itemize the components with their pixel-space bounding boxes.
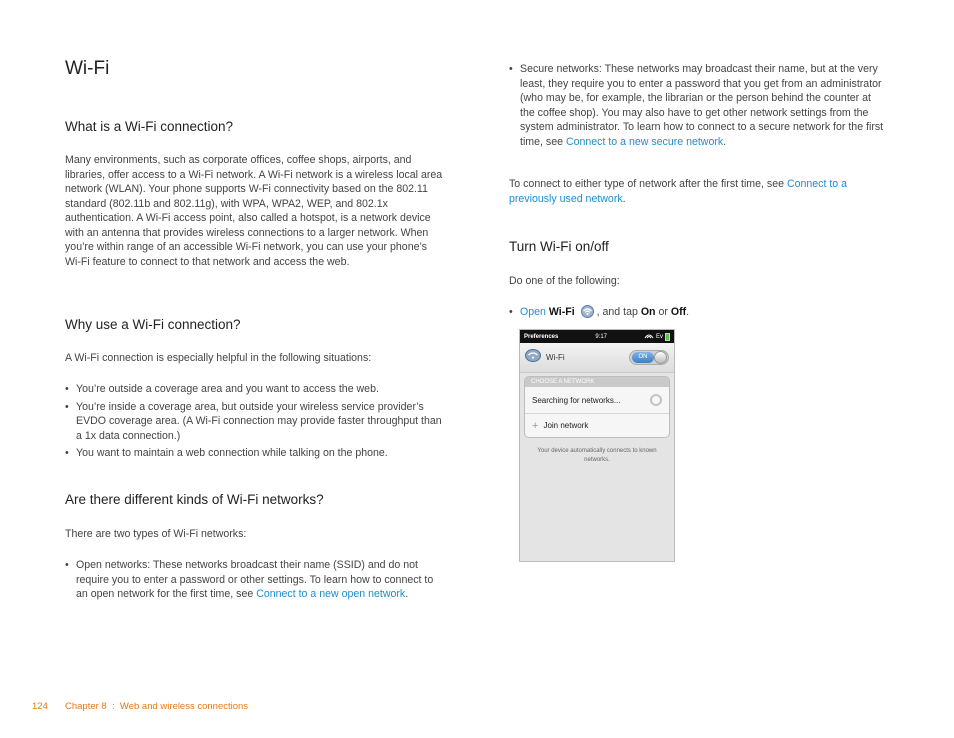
secure-networks-text: Secure networks: These networks may broadcast their name, but at the very least, they require you to enter a password that you get from an administrator (who may be, for example, the librarian or the person behind the counter at the coffee shop). You may also have to get other network settings from the system administrator. To learn how to connect to a secure network for the first time, see bbox=[520, 63, 884, 148]
period: . bbox=[723, 135, 727, 148]
plus-icon: + bbox=[532, 419, 539, 432]
section-heading-why: Why use a Wi-Fi connection? bbox=[65, 317, 241, 332]
link-connect-secure-network[interactable]: Connect to a new secure network bbox=[565, 135, 724, 148]
section-heading-turn: Turn Wi-Fi on/off bbox=[509, 239, 609, 254]
searching-row bbox=[525, 387, 669, 413]
page-title: Wi-Fi bbox=[65, 58, 110, 79]
wifi-toggle[interactable] bbox=[629, 350, 669, 365]
network-group-header: CHOOSE A NETWORK bbox=[525, 377, 669, 387]
on-label: On bbox=[640, 306, 656, 318]
wifi-label: Wi-Fi bbox=[548, 306, 575, 318]
join-network-label: Join network bbox=[543, 421, 589, 430]
wifi-toggle-knob bbox=[654, 351, 667, 364]
period: . bbox=[405, 588, 409, 600]
wifi-icon bbox=[525, 349, 541, 367]
status-app-name: Preferences bbox=[524, 333, 559, 340]
link-open[interactable]: Open bbox=[520, 306, 546, 318]
phone-status-bar bbox=[520, 330, 674, 343]
wifi-toggle-label: ON bbox=[632, 352, 654, 363]
searching-label: Searching for networks... bbox=[532, 395, 621, 405]
period: . bbox=[622, 192, 626, 205]
phone-screenshot bbox=[519, 329, 675, 562]
section-intro-turn: Do one of the following: bbox=[509, 275, 620, 287]
page-number: 124 bbox=[32, 701, 48, 712]
status-network: Ev bbox=[655, 333, 663, 340]
wifi-icon bbox=[580, 305, 595, 323]
section-intro-kinds: There are two types of Wi-Fi networks: bbox=[65, 528, 247, 540]
link-connect-open-network[interactable]: Connect to a new open network bbox=[256, 588, 406, 600]
phone-app-header bbox=[520, 343, 674, 373]
list-item-secure-networks bbox=[509, 62, 887, 149]
status-time: 9:17 bbox=[595, 333, 608, 340]
join-network-row[interactable] bbox=[525, 413, 669, 437]
open-networks-text: Open networks: These networks broadcast their name (SSID) and do not require you to enter a password or other settings. To learn how to connect to an open network for the first time, see bbox=[76, 559, 434, 600]
either-text: To connect to either type of network after the first time, see bbox=[509, 178, 787, 190]
turn-bullet-list bbox=[509, 305, 887, 326]
spinner-icon bbox=[650, 394, 662, 406]
phone-note: Your device automatically connects to known networks. bbox=[537, 448, 657, 463]
status-icons bbox=[644, 332, 670, 341]
section-heading-kinds: Are there different kinds of Wi-Fi networks? bbox=[65, 492, 324, 507]
list-item-turn bbox=[509, 305, 887, 323]
either-network-paragraph bbox=[509, 177, 887, 206]
why-bullet-list bbox=[65, 382, 445, 464]
link-connect-previous-network[interactable]: Connect to a previously used network bbox=[509, 178, 848, 205]
chapter-footer: Chapter 8 : Web and wireless connections bbox=[65, 701, 249, 712]
list-item-open-networks bbox=[65, 558, 447, 602]
section-intro-why: A Wi-Fi connection is especially helpful in the following situations: bbox=[65, 352, 372, 364]
battery-icon bbox=[665, 333, 670, 341]
list-item: • You want to maintain a web connection while talking on the phone. bbox=[65, 446, 445, 461]
network-group bbox=[524, 376, 670, 438]
section-heading-what: What is a Wi-Fi connection? bbox=[65, 119, 234, 134]
list-item: • You’re inside a coverage area, but outside your wireless service provider’s EVDO coverage area. (A Wi-Fi connection may provide faster throughput than a 1x data connection.) bbox=[65, 400, 445, 444]
and-tap-text: , and tap bbox=[596, 306, 641, 318]
kinds-bullet-list bbox=[65, 558, 447, 605]
list-item: • You’re outside a coverage area and you want to access the web. bbox=[65, 382, 445, 397]
off-label: Off bbox=[670, 306, 687, 318]
or-text: or bbox=[655, 306, 671, 318]
signal-icon bbox=[644, 332, 654, 341]
section-body-what: Many environments, such as corporate offices, coffee shops, airports, and libraries, offer access to a Wi-Fi network. A Wi-Fi network is a wireless local area network (WLAN). Your phone supports W-Fi connectivity based on the 802.11 standard (802.11b and 802.11g), with WPA, WPA2, WEP, and 802.1x authentication. A Wi-Fi access point, also called a hotspot, is a network device with an antenna that provides wireless connections to a larger network. When you’re within range of an accessible Wi-Fi network, you can use your phone’s Wi-Fi feature to connect to that network and access the web. bbox=[65, 154, 443, 268]
phone-app-title: Wi-Fi bbox=[546, 353, 565, 362]
period: . bbox=[686, 306, 690, 318]
secure-bullet-list bbox=[509, 62, 887, 152]
